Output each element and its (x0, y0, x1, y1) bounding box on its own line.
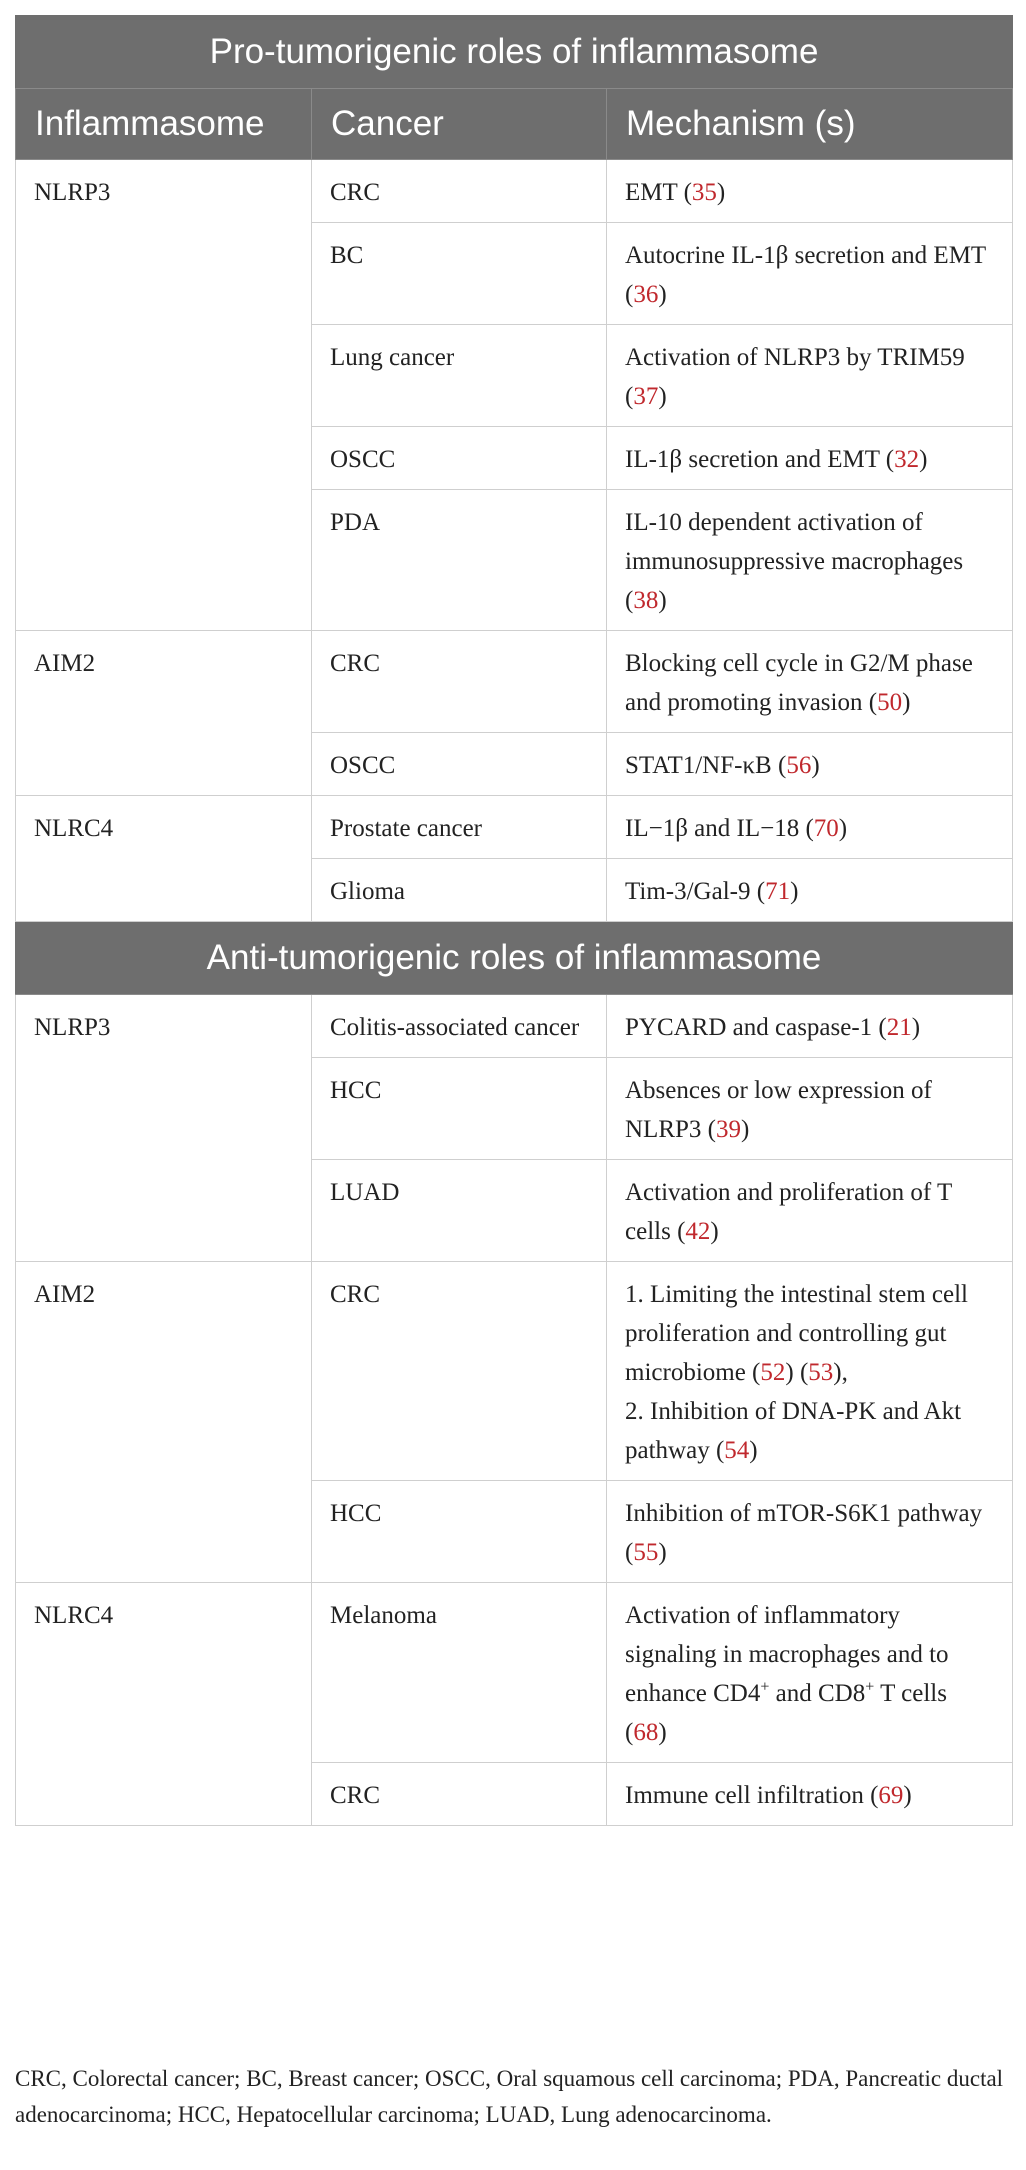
mechanism-text: ) (740, 1116, 750, 1143)
reference-link[interactable]: 21 (886, 1014, 912, 1041)
mechanism-text: Blocking cell cycle in G2/M phase and promoting invasion ( (625, 650, 973, 716)
mechanism-text: EMT ( (625, 179, 692, 206)
anti-section-title: Anti-tumorigenic roles of inflammasome (16, 922, 1013, 995)
mechanism-cell (607, 1058, 1013, 1160)
anti-section-banner-row (16, 922, 1013, 995)
mechanism-cell (607, 223, 1013, 325)
mechanism-text: STAT1/NF-κB ( (625, 752, 787, 779)
column-header-row (16, 89, 1013, 160)
mechanism-text: and CD8 (769, 1680, 866, 1707)
table-row (16, 995, 1013, 1058)
inflammasome-cell: AIM2 (16, 1262, 312, 1583)
superscript: + (865, 1678, 875, 1696)
cancer-cell: OSCC (312, 427, 607, 490)
inflammasome-cell: NLRP3 (16, 995, 312, 1262)
table-row (16, 796, 1013, 859)
inflammasome-cell: AIM2 (16, 631, 312, 796)
reference-link[interactable]: 42 (685, 1218, 711, 1245)
mechanism-text: ) (658, 1539, 667, 1566)
cancer-cell: LUAD (312, 1160, 607, 1262)
mechanism-text: Activation of inflammatory signaling in macrophages and to enhance CD4 (625, 1602, 949, 1707)
mechanism-text: T cells ( (625, 1680, 947, 1746)
inflammasome-table-container (15, 15, 1012, 1826)
mechanism-cell (607, 631, 1013, 733)
mechanism-text: ) (790, 878, 799, 905)
reference-link[interactable]: 68 (633, 1719, 659, 1746)
reference-link[interactable]: 52 (760, 1359, 786, 1386)
reference-link[interactable]: 50 (877, 689, 903, 716)
mechanism-text: ) (710, 1218, 719, 1245)
mechanism-text: 2. Inhibition of DNA-PK and Akt pathway ( (625, 1398, 962, 1464)
mechanism-text: ) (658, 281, 667, 308)
mechanism-cell (607, 1481, 1013, 1583)
mechanism-text: ) (658, 587, 667, 614)
reference-link[interactable]: 37 (633, 383, 659, 410)
mechanism-cell (607, 427, 1013, 490)
reference-link[interactable]: 36 (633, 281, 659, 308)
mechanism-text: ) (903, 1782, 912, 1809)
mechanism-cell (607, 1262, 1013, 1481)
mechanism-cell (607, 1160, 1013, 1262)
mechanism-text: ) (911, 1014, 921, 1041)
pro-section-banner-row (16, 16, 1013, 89)
inflammasome-cell: NLRP3 (16, 160, 312, 631)
table-row (16, 1262, 1013, 1481)
cancer-cell: BC (312, 223, 607, 325)
mechanism-text: Activation of NLRP3 by TRIM59 ( (625, 344, 965, 410)
cancer-cell: CRC (312, 1763, 607, 1826)
inflammasome-cell: NLRC4 (16, 1583, 312, 1826)
mechanism-text: ) (749, 1437, 758, 1464)
table-row (16, 631, 1013, 733)
cancer-cell: CRC (312, 1262, 607, 1481)
reference-link[interactable]: 69 (878, 1782, 904, 1809)
reference-link[interactable]: 71 (765, 878, 791, 905)
reference-link[interactable]: 55 (633, 1539, 659, 1566)
mechanism-cell (607, 859, 1013, 922)
mechanism-text: ) (658, 383, 667, 410)
table-row (16, 1583, 1013, 1763)
mechanism-text: ), (833, 1359, 848, 1386)
cancer-cell: CRC (312, 631, 607, 733)
mechanism-text: IL−1β and IL−18 ( (625, 815, 814, 842)
mechanism-text: Inhibition of mTOR-S6K1 pathway ( (625, 1500, 983, 1566)
cancer-cell: Glioma (312, 859, 607, 922)
mechanism-text: ) (902, 689, 911, 716)
mechanism-text: 1. Limiting the intestinal stem cell proliferation and controlling gut microbiome ( (625, 1281, 968, 1386)
cancer-cell: HCC (312, 1058, 607, 1160)
mechanism-text: ) (811, 752, 820, 779)
cancer-cell: Colitis-associated cancer (312, 995, 607, 1058)
table-body (16, 16, 1013, 1826)
mechanism-text: ) (716, 179, 726, 206)
mechanism-cell (607, 325, 1013, 427)
reference-link[interactable]: 56 (786, 752, 812, 779)
table-row (16, 160, 1013, 223)
reference-link[interactable]: 70 (813, 815, 839, 842)
mechanism-cell (607, 1763, 1013, 1826)
mechanism-cell (607, 160, 1013, 223)
mechanism-text: Immune cell infiltration ( (625, 1782, 879, 1809)
cancer-cell: Prostate cancer (312, 796, 607, 859)
mechanism-cell (607, 1583, 1013, 1763)
reference-link[interactable]: 39 (715, 1116, 741, 1143)
reference-link[interactable]: 35 (691, 179, 717, 206)
superscript: + (760, 1678, 770, 1696)
mechanism-cell (607, 490, 1013, 631)
mechanism-text: Autocrine IL-1β secretion and EMT ( (625, 242, 986, 308)
cancer-cell: OSCC (312, 733, 607, 796)
reference-link[interactable]: 54 (724, 1437, 750, 1464)
inflammasome-roles-table (15, 15, 1013, 1826)
header-cancer: Cancer (312, 89, 607, 160)
reference-link[interactable]: 38 (633, 587, 659, 614)
header-mechanism: Mechanism (s) (607, 89, 1013, 160)
cancer-cell: CRC (312, 160, 607, 223)
mechanism-text: ) (838, 815, 848, 842)
mechanism-text: Tim-3/Gal-9 ( (625, 878, 766, 905)
mechanism-text: ) (919, 446, 928, 473)
mechanism-text: PYCARD and caspase-1 ( (625, 1014, 887, 1041)
mechanism-cell (607, 733, 1013, 796)
cancer-cell: Lung cancer (312, 325, 607, 427)
mechanism-text: ) ( (785, 1359, 809, 1386)
cancer-cell: PDA (312, 490, 607, 631)
mechanism-text: IL-10 dependent activation of immunosuppressive macrophages ( (625, 509, 964, 614)
mechanism-text: Activation and proliferation of T cells ( (625, 1179, 952, 1245)
cancer-cell: HCC (312, 1481, 607, 1583)
reference-link[interactable]: 53 (808, 1359, 834, 1386)
mechanism-text: ) (658, 1719, 667, 1746)
mechanism-text: IL-1β secretion and EMT ( (625, 446, 895, 473)
pro-section-title: Pro-tumorigenic roles of inflammasome (16, 16, 1013, 89)
header-inflammasome: Inflammasome (16, 89, 312, 160)
inflammasome-cell: NLRC4 (16, 796, 312, 922)
mechanism-cell (607, 995, 1013, 1058)
mechanism-text: Absences or low expression of NLRP3 ( (625, 1077, 932, 1143)
reference-link[interactable]: 32 (894, 446, 920, 473)
cancer-cell: Melanoma (312, 1583, 607, 1763)
table-footnote: CRC, Colorectal cancer; BC, Breast cancer; OSCC, Oral squamous cell carcinoma; PDA, Pancreatic ductal adenocarcinoma; HCC, Hepatocellular carcinoma; LUAD, Lung adenocarcinoma. (15, 2066, 1004, 2127)
mechanism-cell (607, 796, 1013, 859)
